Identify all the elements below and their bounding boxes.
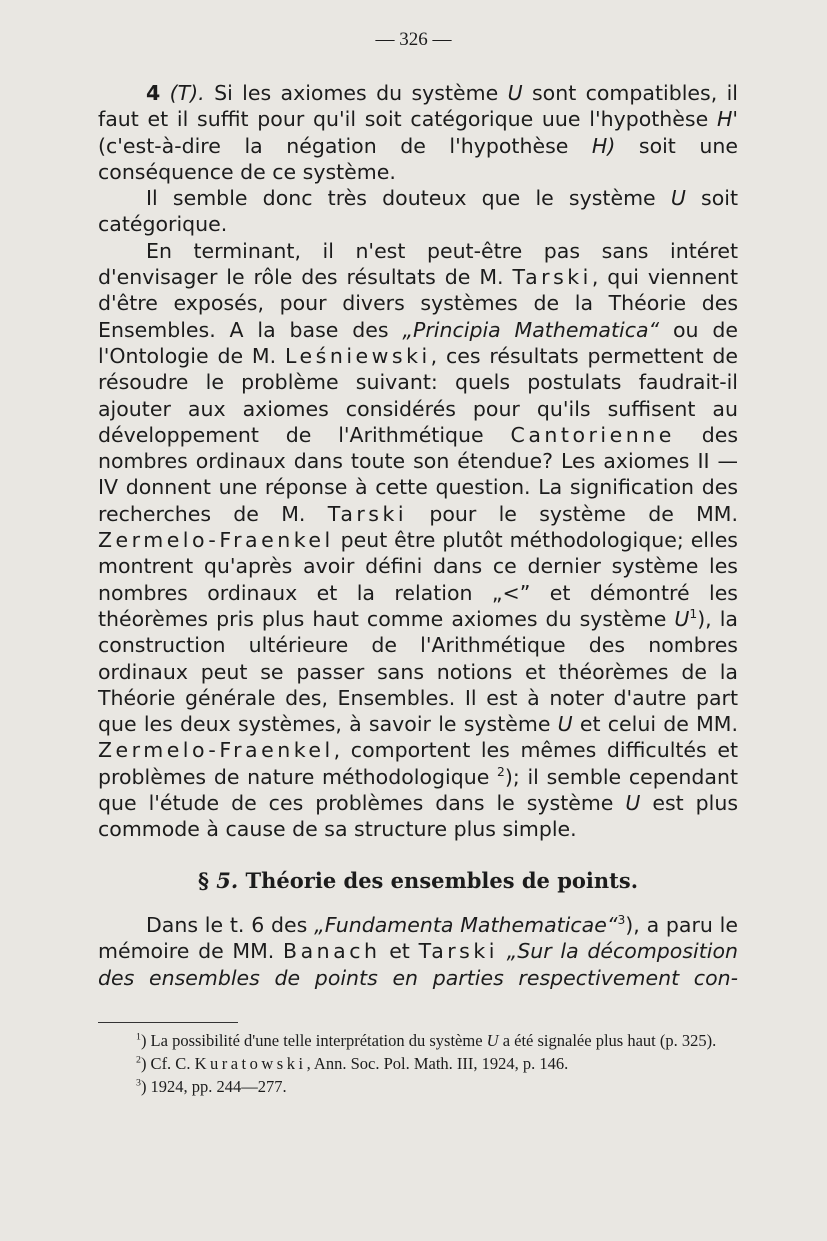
work-title: „Principia Mathematica“ xyxy=(402,317,660,342)
paragraph-axiom-4: 4 (T). Si les axiomes du système U sont compatibles, il faut et il suffit pour qu'il soit catégorique uue l'hypothèse H' (c'est-à-dire la négation de l'hypothèse H) soit une conséquence de ce système. xyxy=(98,81,738,184)
footnotes xyxy=(98,1029,738,1098)
footnote-2: $^2$) Cf. C. Kuratowski, Ann. Soc. Pol. Math. III, 1924, p. 146. xyxy=(136,1054,569,1073)
author-name: Tarski xyxy=(512,265,592,290)
main-text-block-1 xyxy=(98,80,738,843)
footnote-1: $^1$) La possibilité d'une telle interprétation du système U a été signalée plus haut (p. 325). xyxy=(136,1031,717,1050)
paragraph-doubt: Il semble donc très douteux que le système U soit catégorique. xyxy=(98,186,738,237)
section-heading: § 5. Théorie des ensembles de points. xyxy=(197,868,638,893)
section-title: Théorie des ensembles de points. xyxy=(245,868,638,893)
axiom-number: 4 xyxy=(146,81,161,105)
footnote-divider xyxy=(98,1022,238,1023)
axiom-label: (T). xyxy=(169,81,205,105)
author-name: Zermelo-Fraenkel xyxy=(98,738,334,763)
footnote-3: $^3$) 1924, pp. 244—277. xyxy=(136,1077,287,1096)
author-name: Leśniewski xyxy=(284,343,431,368)
footnote-ref: 2 xyxy=(497,764,505,779)
main-text-block-2 xyxy=(98,912,738,991)
work-title: „Fundamenta Mathematicae“ xyxy=(314,913,618,937)
paragraph-banach-tarski: Dans le t. 6 des „Fundamenta Mathematicae“$^3$), a paru le mémoire de MM. Banach et Tarski „Sur la décomposition des ensembles de points en parties respectivement con- xyxy=(98,913,738,990)
footnote-ref: 1 xyxy=(689,607,698,622)
author-name: Kuratowski xyxy=(194,1054,307,1073)
author-name: Banach xyxy=(283,939,381,964)
author-name: Tarski xyxy=(327,501,408,526)
work-title: „Sur la décomposition des ensembles de points en parties respectivement con- xyxy=(98,939,738,990)
page-number: — 326 — xyxy=(375,29,452,50)
author-name: Tarski xyxy=(418,939,498,964)
author-name: Zermelo-Fraenkel xyxy=(98,528,334,553)
footnote-ref: 3 xyxy=(617,913,626,928)
paragraph-conclusion: En terminant, il n'est peut-être pas sans intéret d'envisager le rôle des résultats de M. Tarski, qui viennent d'être exposés, pour divers systèmes de la Théorie des Ensembles. A la base des „Principia Mathematica“ ou de l'Ontologie de M. Leśniewski, ces résultats permettent de résoudre le problème suivant: quels postulats faudrait-il ajouter aux axiomes considérés pour qu'ils suffisent au développement de l'Arithmétique Cantorienne des nombres ordinaux dans toute son étendue? Les axiomes II — IV donnent une réponse à cette question. La signification des recherches de M. Tarski pour le système de MM. Zermelo-Fraenkel peut être plutôt méthodologique; elles montrent qu'après avoir défini dans ce dernier système les nombres ordinaux et la relation „<” et démontré les théorèmes pris plus haut comme axiomes du système $U^1$), la construction ultérieure de l'Arithmétique des nombres ordinaux peut se passer sans notions et théorèmes de la Théorie générale des, Ensembles. Il est à noter d'autre part que les deux systèmes, à savoir le système U et celui de MM. Zermelo-Fraenkel, comportent les mêmes difficultés et problèmes de nature méthodologique $^2$); il semble cependant que l'étude de ces problèmes dans le système U est plus commode à cause de sa structure plus simple. xyxy=(98,238,739,842)
